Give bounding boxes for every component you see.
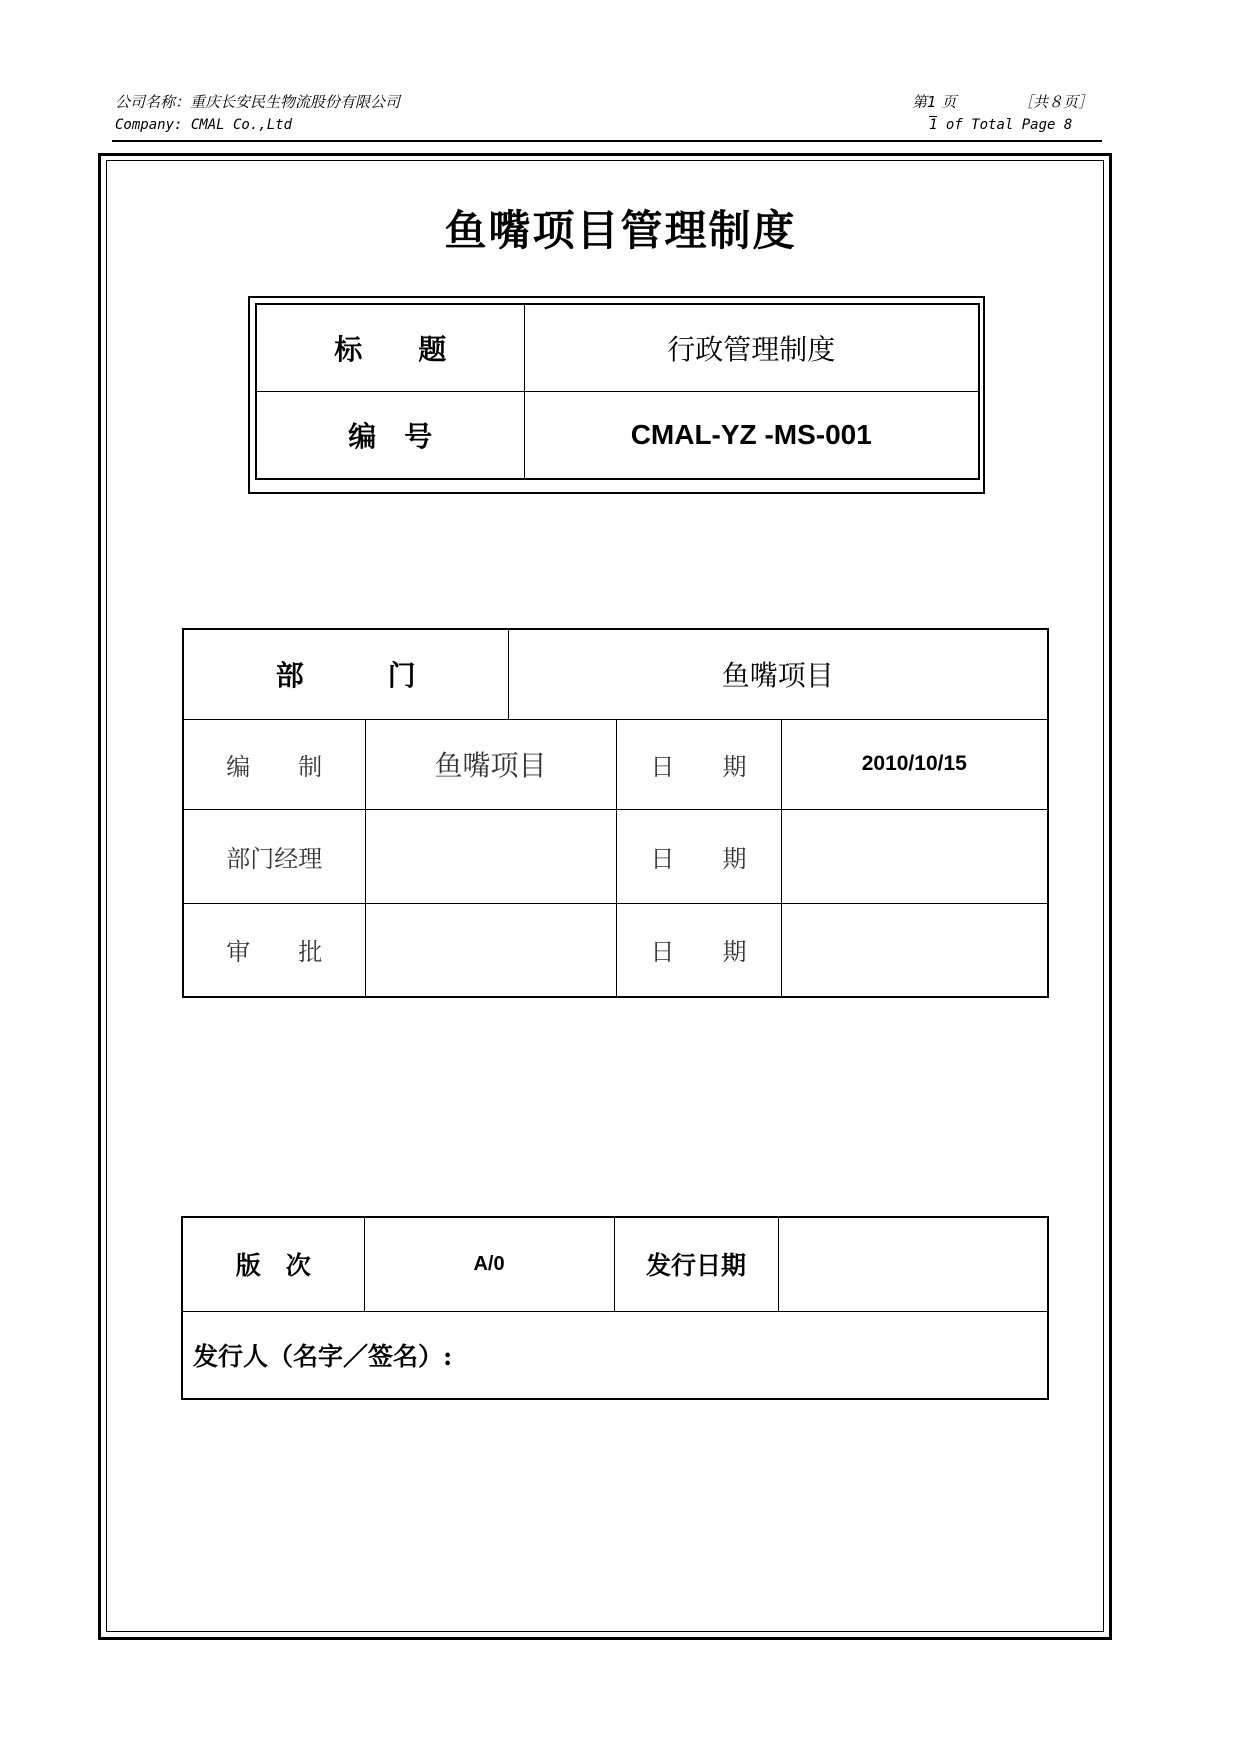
page-suffix: 页 bbox=[936, 93, 957, 111]
company-name-cn: 公司名称：重庆长安民生物流股份有限公司 bbox=[115, 93, 401, 111]
version-value: A/0 bbox=[364, 1217, 614, 1311]
title-value: 行政管理制度 bbox=[524, 304, 979, 392]
page-indicator-en bbox=[929, 117, 1072, 133]
title-label: 标 题 bbox=[256, 304, 524, 392]
code-value: CMAL-YZ -MS-001 bbox=[524, 392, 979, 480]
table-row bbox=[183, 629, 1048, 719]
release-table bbox=[181, 1216, 1049, 1400]
page-number: 1 bbox=[927, 93, 937, 111]
total-pages-en: of Total Page 8 bbox=[937, 117, 1073, 133]
role-label: 审 批 bbox=[183, 903, 365, 997]
total-pages-cn: ［共８页］ bbox=[1018, 93, 1094, 111]
role-name bbox=[365, 903, 616, 997]
page-prefix: 第 bbox=[912, 93, 928, 111]
page-indicator-cn bbox=[912, 91, 956, 112]
date-value bbox=[781, 903, 1048, 997]
info-table bbox=[255, 303, 980, 480]
role-label: 编 制 bbox=[183, 719, 365, 809]
date-label: 日 期 bbox=[616, 719, 781, 809]
page-number-en: 1 bbox=[929, 117, 938, 133]
version-label: 版 次 bbox=[182, 1217, 364, 1311]
table-row bbox=[183, 903, 1048, 997]
table-row bbox=[182, 1217, 1048, 1311]
release-date-label: 发行日期 bbox=[614, 1217, 778, 1311]
code-label: 编 号 bbox=[256, 392, 524, 480]
role-label: 部门经理 bbox=[183, 809, 365, 903]
document-title: 鱼嘴项目管理制度 bbox=[444, 206, 797, 255]
date-value bbox=[781, 809, 1048, 903]
date-label: 日 期 bbox=[616, 809, 781, 903]
department-value: 鱼嘴项目 bbox=[508, 629, 1048, 719]
approval-table bbox=[182, 628, 1049, 998]
company-name-en: Company: CMAL Co.,Ltd bbox=[115, 117, 293, 133]
table-row bbox=[183, 719, 1048, 809]
table-row bbox=[256, 304, 979, 392]
table-row bbox=[183, 809, 1048, 903]
release-date-value bbox=[778, 1217, 1048, 1311]
department-label: 部 门 bbox=[183, 629, 508, 719]
role-name: 鱼嘴项目 bbox=[365, 719, 616, 809]
table-row bbox=[256, 392, 979, 480]
header-rule bbox=[112, 140, 1102, 142]
issuer-label: 发行人（名字／签名）: bbox=[182, 1311, 1048, 1399]
date-value: 2010/10/15 bbox=[781, 719, 1048, 809]
date-label: 日 期 bbox=[616, 903, 781, 997]
table-row bbox=[182, 1311, 1048, 1399]
role-name bbox=[365, 809, 616, 903]
